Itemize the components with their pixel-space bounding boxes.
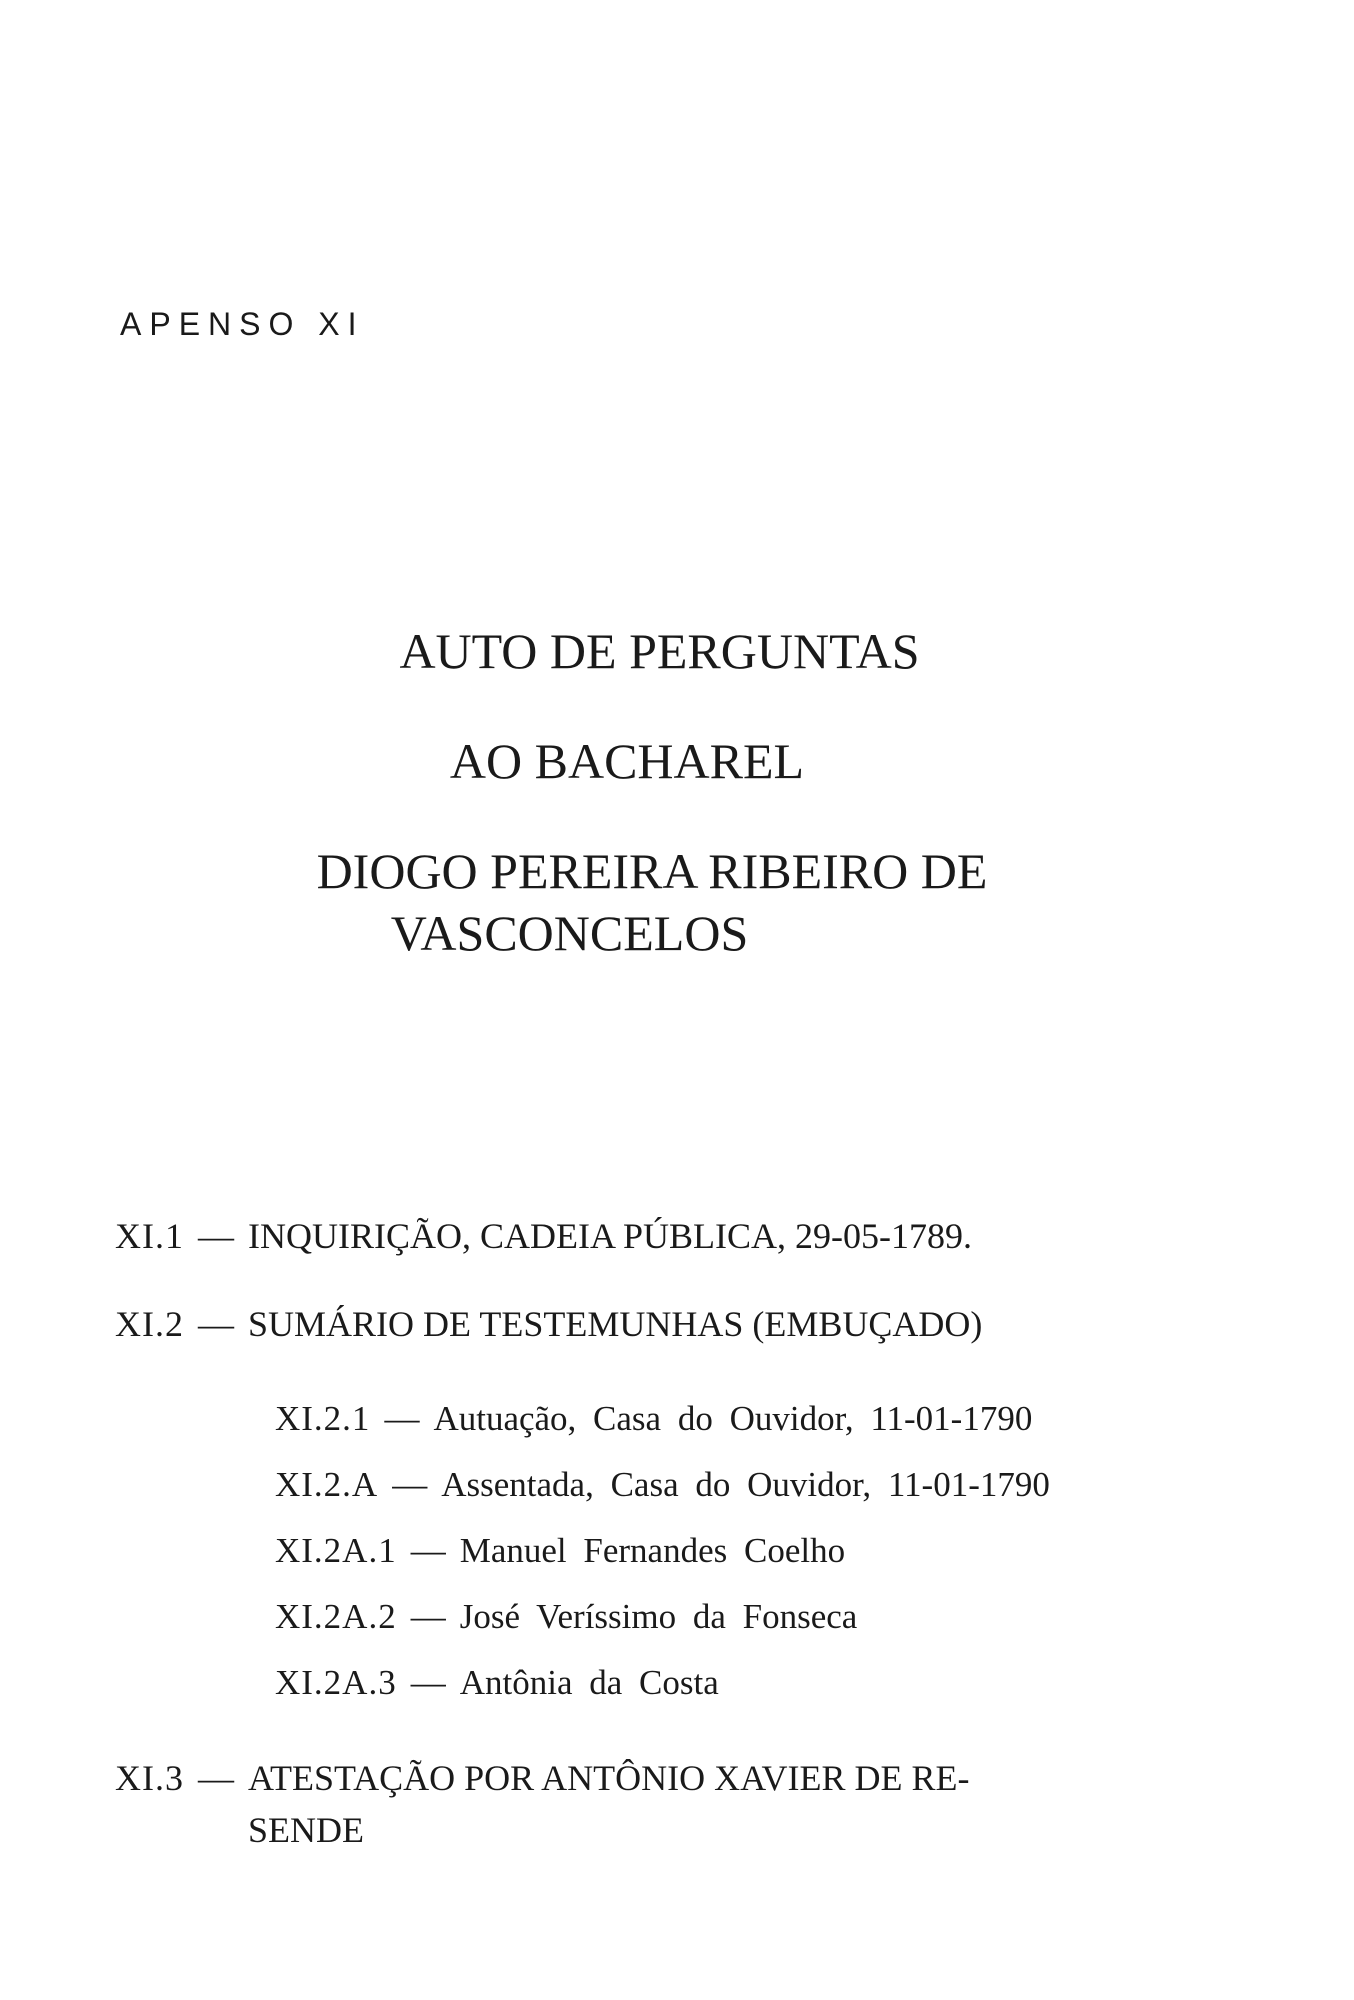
title-line-4: VASCONCELOS — [390, 905, 749, 961]
title-line-3: DIOGO PEREIRA RIBEIRO DE — [316, 843, 988, 899]
table-of-contents — [115, 1210, 1225, 1892]
toc-item-code: XI.3 — [115, 1758, 184, 1798]
toc-subitem-dash: — — [410, 1663, 446, 1702]
toc-item-dash: — — [198, 1304, 234, 1344]
toc-subitem-dash: — — [410, 1531, 446, 1570]
toc-subitem-code: XI.2A.2 — [275, 1597, 397, 1636]
toc-item-text: SUMÁRIO DE TESTEMUNHAS (EMBUÇADO) — [248, 1304, 983, 1344]
toc-subitem — [275, 1584, 1225, 1650]
toc-subitem — [275, 1650, 1225, 1716]
toc-item-code: XI.1 — [115, 1216, 184, 1256]
toc-subitem — [275, 1518, 1225, 1584]
toc-subitems — [115, 1386, 1225, 1716]
toc-subitem-text: Autuação, Casa do Ouvidor, 11-01-1790 — [433, 1399, 1033, 1438]
toc-item — [115, 1298, 1225, 1350]
toc-subitem-code: XI.2.1 — [275, 1399, 371, 1438]
toc-item-text: ATESTAÇÃO POR ANTÔNIO XAVIER DE RE- SENDE — [248, 1758, 970, 1850]
title-line-1: AUTO DE PERGUNTAS — [399, 623, 920, 679]
toc-subitem-code: XI.2A.3 — [275, 1663, 397, 1702]
toc-subitem-code: XI.2.A — [275, 1465, 379, 1504]
toc-subitem-text: Antônia da Costa — [459, 1663, 719, 1702]
toc-subitem-dash: — — [392, 1465, 428, 1504]
toc-item-dash: — — [198, 1758, 234, 1798]
toc-subitem — [275, 1452, 1225, 1518]
toc-item-text: INQUIRIÇÃO, CADEIA PÚBLICA, 29-05-1789. — [248, 1216, 972, 1256]
toc-subitem-dash: — — [410, 1597, 446, 1636]
document-title — [0, 620, 1354, 964]
toc-item — [115, 1752, 1225, 1856]
toc-item-code: XI.2 — [115, 1304, 184, 1344]
toc-item — [115, 1210, 1225, 1262]
title-line-2: AO BACHAREL — [449, 733, 805, 789]
appendix-heading: APENSO XI — [120, 306, 365, 342]
toc-subitem-text: Manuel Fernandes Coelho — [459, 1531, 846, 1570]
toc-item-dash: — — [198, 1216, 234, 1256]
toc-subitem-text: José Veríssimo da Fonseca — [459, 1597, 858, 1636]
toc-subitem-code: XI.2A.1 — [275, 1531, 397, 1570]
toc-subitem-dash: — — [384, 1399, 420, 1438]
toc-subitem-text: Assentada, Casa do Ouvidor, 11-01-1790 — [441, 1465, 1050, 1504]
toc-subitem — [275, 1386, 1225, 1452]
